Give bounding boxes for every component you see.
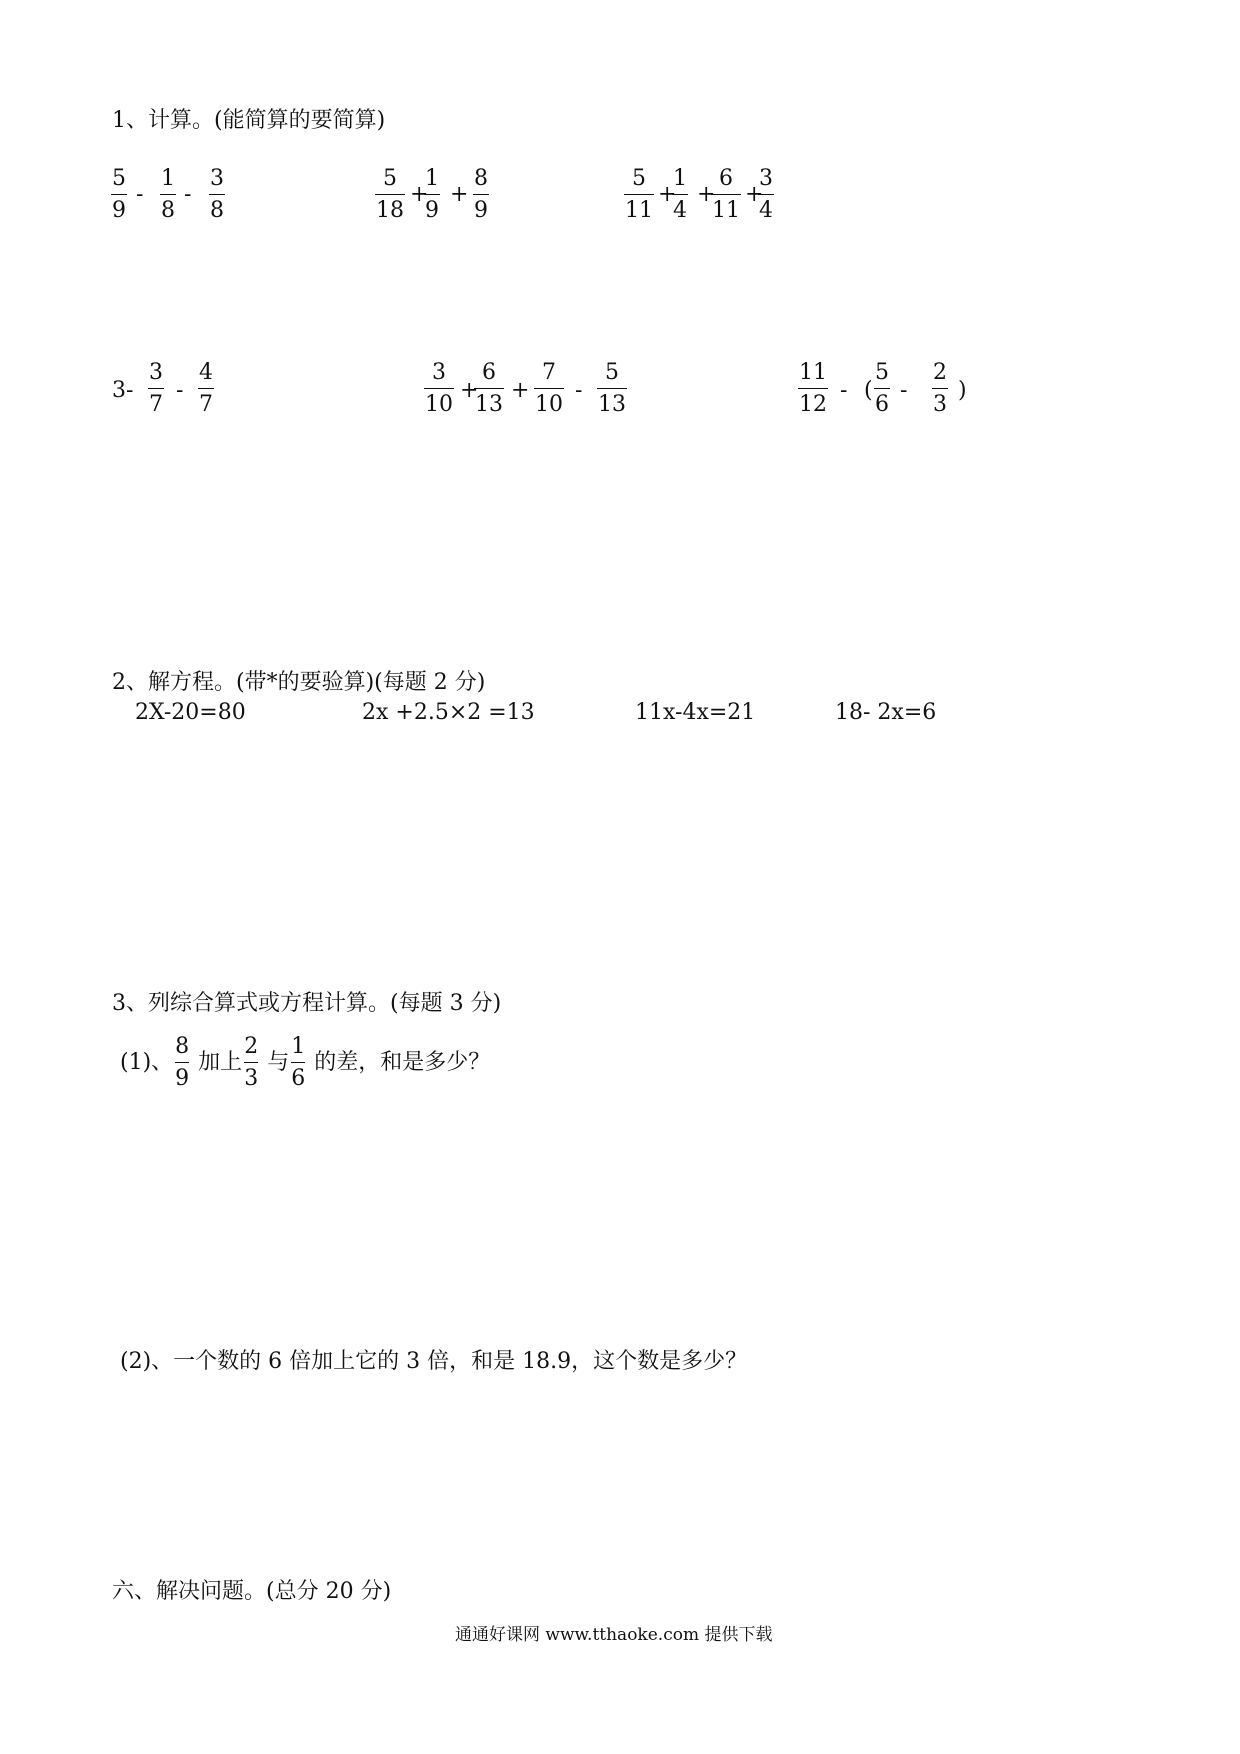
question-2: (2)、一个数的 6 倍加上它的 3 倍，和是 18.9，这个数是多少？ <box>120 1349 748 1374</box>
fraction: 3 4 <box>759 166 773 223</box>
fraction: 6 13 <box>475 360 503 417</box>
fraction: 1 9 <box>425 166 439 223</box>
paren-open: ( <box>864 378 873 403</box>
operator: - <box>184 182 192 207</box>
paren-close: ) <box>958 378 967 403</box>
operator: + <box>410 182 429 207</box>
fraction: 1 8 <box>161 166 175 223</box>
fraction: 3 10 <box>425 360 453 417</box>
section6-title: 六、解决问题。(总分 20 分) <box>112 1579 392 1604</box>
fraction: 4 7 <box>199 360 213 417</box>
section1-title: 1、计算。(能简算的要简算) <box>112 108 386 133</box>
fraction: 5 11 <box>625 166 653 223</box>
operator: - <box>900 378 908 403</box>
operator: - <box>575 378 583 403</box>
operator: - <box>176 378 184 403</box>
equation-2: 2x +2.5×2 =13 <box>362 700 535 725</box>
expr-lead: 3- <box>112 378 134 403</box>
fraction: 3 7 <box>149 360 163 417</box>
operator: + <box>460 378 479 403</box>
question-1: (1)、 $\frac{8}{9}$ 加上 $\frac{2}{3}$ 与 $\frac{1}{6}$ 的差，和是多少？ <box>120 1034 491 1091</box>
fraction: 5 13 <box>598 360 626 417</box>
section2-title: 2、解方程。(带*的要验算)(每题 2 分) <box>112 670 486 695</box>
fraction: $\frac{1}{6}$ <box>291 1034 306 1091</box>
fraction: 8 9 <box>474 166 488 223</box>
fraction: 6 11 <box>712 166 740 223</box>
operator: + <box>745 182 764 207</box>
operator: + <box>658 182 677 207</box>
fraction: $\frac{2}{3}$ <box>244 1034 259 1091</box>
fraction: 2 3 <box>933 360 947 417</box>
fraction: 3 8 <box>210 166 224 223</box>
fraction: 7 10 <box>535 360 563 417</box>
operator: - <box>136 182 144 207</box>
operator: + <box>511 378 530 403</box>
page-footer: 通通好课网 www.tthaoke.com 提供下载 <box>455 1625 773 1645</box>
fraction: 11 12 <box>799 360 827 417</box>
fraction: $\frac{8}{9}$ <box>175 1034 190 1091</box>
equation-1: 2X-20=80 <box>135 700 246 725</box>
fraction: 5 9 <box>112 166 126 223</box>
fraction: 1 4 <box>673 166 687 223</box>
fraction: 5 6 <box>875 360 889 417</box>
fraction: 5 18 <box>376 166 404 223</box>
equation-4: 18- 2x=6 <box>835 700 937 725</box>
equation-3: 11x-4x=21 <box>635 700 756 725</box>
section3-title: 3、列综合算式或方程计算。(每题 3 分) <box>112 991 502 1016</box>
operator: - <box>840 378 848 403</box>
operator: + <box>450 182 469 207</box>
operator: + <box>697 182 716 207</box>
